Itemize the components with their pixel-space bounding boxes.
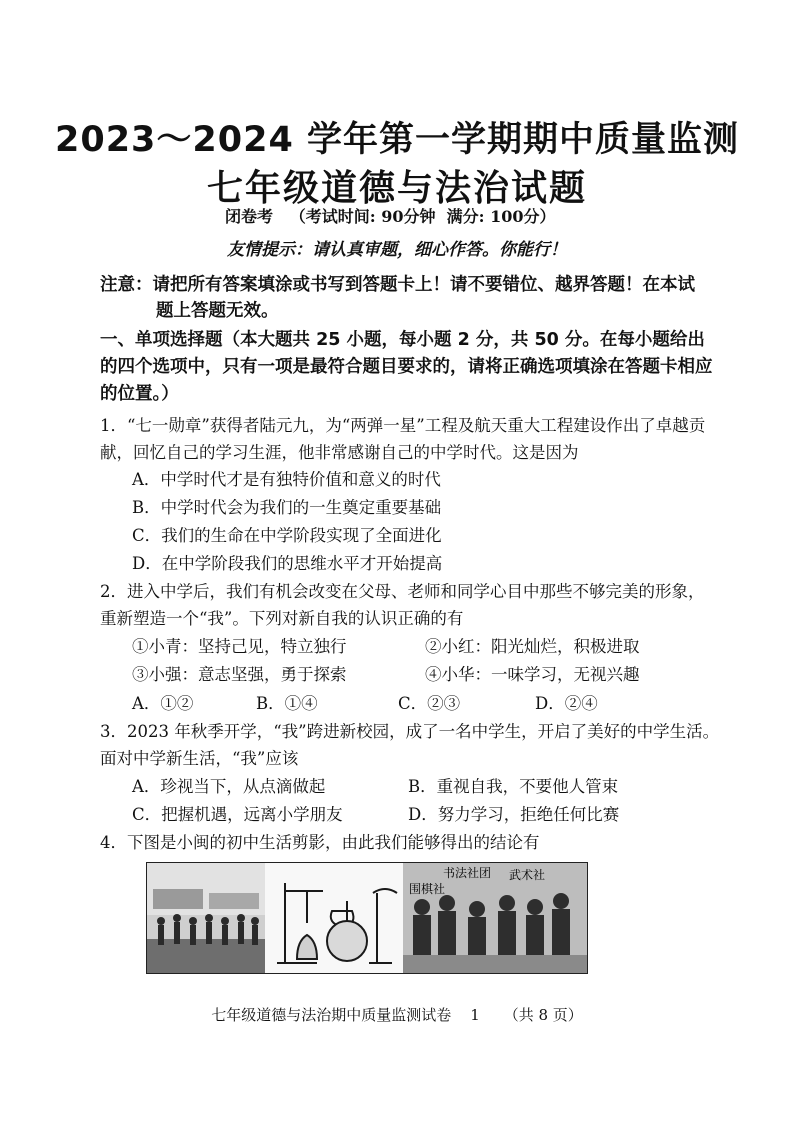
lab-equipment-panel — [265, 863, 403, 973]
question-3-stem: 3．2023 年秋季开学，“我”跨进新校园，成了一名中学生，开启了美好的中学生活。面对中学新生活，“我”应该 — [100, 722, 720, 768]
footer-text: 七年级道德与法治期中质量监测试卷 — [211, 1006, 452, 1024]
calligraphy-club-label: 书法社团 — [443, 866, 492, 880]
question-1-stem: 1．“七一勋章”获得者陆元九，为“两弹一星”工程及航天重大工程建设作出了卓越贡献，回忆自己的学习生涯，他非常感谢自己的中学时代。这是因为 — [100, 416, 706, 462]
question-2-stem: 2．进入中学后，我们有机会改变在父母、老师和同学心目中那些不够完美的形象，重新塑造一个“我”。下列对新自我的认识正确的有 — [100, 582, 705, 628]
exam-title: 2023～2024 学年第一学期期中质量监测 — [54, 120, 739, 160]
q1-option-c: C．我们的生命在中学阶段实现了全面进化 — [132, 526, 442, 545]
q1-option-a: A．中学时代才是有独特价值和意义的时代 — [132, 470, 441, 489]
martial-arts-club-label: 武术社 — [509, 868, 546, 882]
notice — [100, 272, 715, 324]
page-footer — [0, 1004, 794, 1025]
sports-panel — [147, 863, 265, 973]
q3-option-d: D．努力学习，拒绝任何比赛 — [408, 805, 620, 824]
go-club-label: 围棋社 — [409, 882, 446, 896]
q2-option-d: D．②④ — [535, 694, 598, 713]
exam-meta: 闭卷考 （考试时间: 90分钟 满分: 100分） — [225, 207, 556, 226]
q2-item-1: ①小青：坚持己见，特立独行 — [132, 637, 347, 656]
page-number: 1 — [470, 1006, 480, 1024]
q3-option-a: A．珍视当下，从点滴做起 — [132, 777, 326, 796]
clubs-panel — [403, 863, 587, 973]
friendly-tip: 友情提示：请认真审题，细心作答。你能行！ — [227, 240, 567, 260]
q2-option-b: B．①④ — [256, 694, 318, 713]
question-4-stem: 4．下图是小闽的初中生活剪影，由此我们能够得出的结论有 — [100, 833, 540, 852]
q2-item-3: ③小强：意志坚强，勇于探索 — [132, 665, 347, 684]
q1-option-d: D．在中学阶段我们的思维水平才开始提高 — [132, 554, 443, 573]
school-life-photo — [146, 862, 588, 974]
q2-option-a: A．①② — [132, 694, 194, 713]
q1-option-b: B．中学时代会为我们的一生奠定重要基础 — [132, 498, 442, 517]
section-heading: 一、单项选择题（本大题共 25 小题，每小题 2 分，共 50 分。在每小题给出的四个选项中，只有一项是最符合题目要求的，请将正确选项填涂在答题卡相应的位置。） — [100, 330, 713, 404]
notice-line1: 注意：请把所有答案填涂或书写到答题卡上！请不要错位、越界答题！在本试 — [100, 275, 695, 295]
q2-item-4: ④小华：一味学习，无视兴趣 — [425, 665, 640, 684]
q2-item-2: ②小红：阳光灿烂，积极进取 — [425, 637, 640, 656]
exam-subtitle: 七年级道德与法治试题 — [206, 168, 587, 209]
q2-option-c: C．②③ — [398, 694, 461, 713]
q3-option-b: B．重视自我，不要他人管束 — [408, 777, 619, 796]
q3-option-c: C．把握机遇，远离小学朋友 — [132, 805, 343, 824]
page-total: （共 8 页） — [503, 1006, 583, 1024]
notice-line2: 题上答题无效。 — [156, 301, 279, 321]
